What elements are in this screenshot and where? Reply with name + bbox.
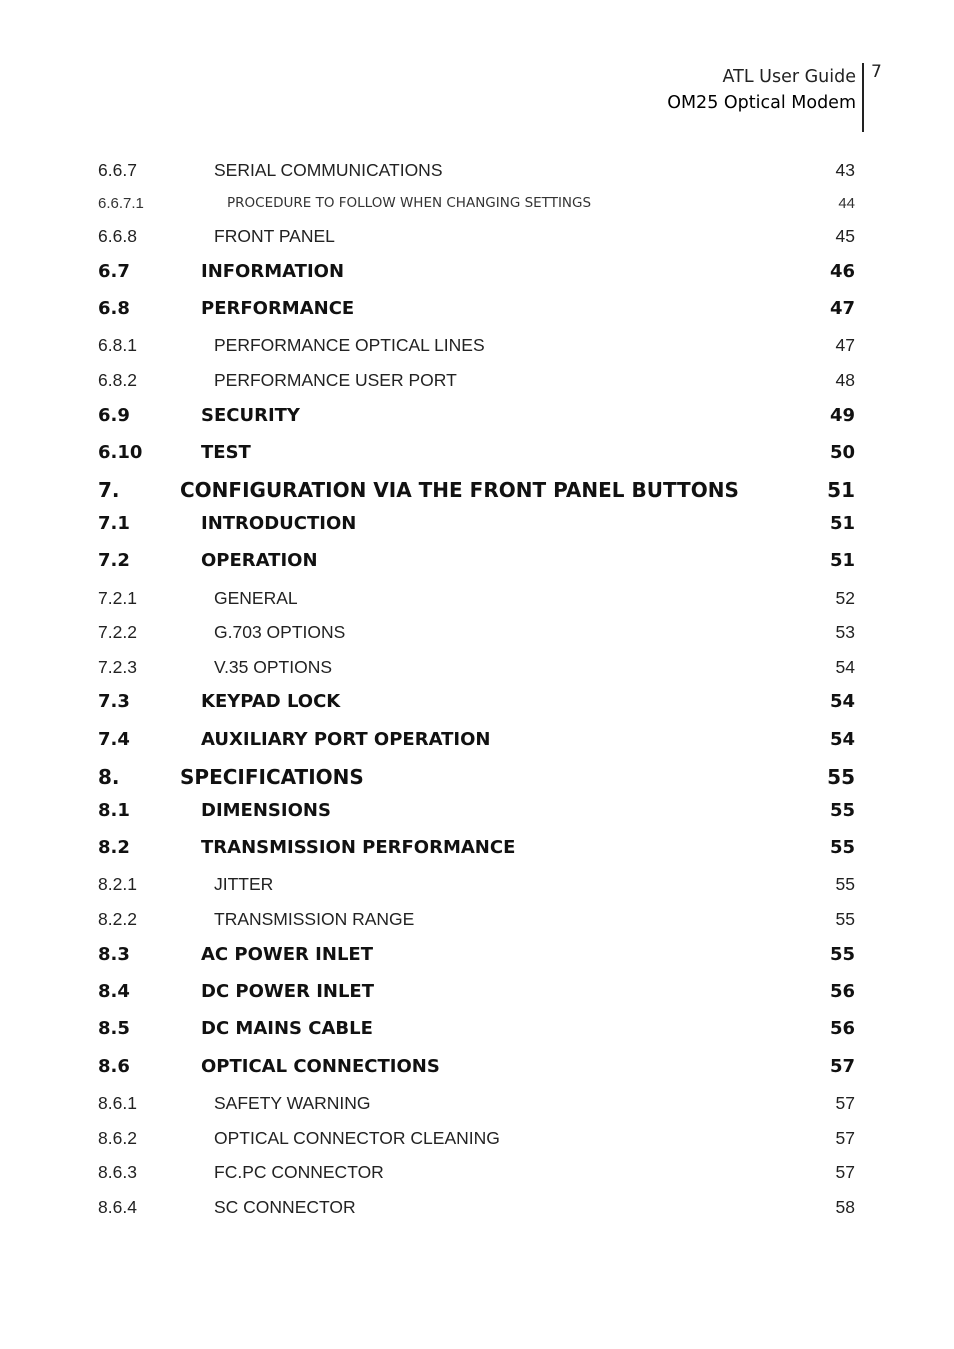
page-number: 7 bbox=[871, 62, 882, 82]
toc-entry-page: 43 bbox=[835, 160, 855, 180]
toc-entry-page: 55 bbox=[829, 944, 855, 965]
toc-entry-title: GENERAL bbox=[214, 588, 298, 608]
toc-entry-title: CONFIGURATION VIA THE FRONT PANEL BUTTONS bbox=[180, 478, 739, 502]
toc-entry-page: 46 bbox=[829, 261, 855, 282]
toc-entry-page: 55 bbox=[829, 800, 855, 821]
toc-entry-number: 8. bbox=[98, 765, 120, 789]
toc-entry-number: 8.2 bbox=[98, 837, 130, 858]
toc-entry-number: 7.1 bbox=[98, 513, 130, 534]
toc-entry-title: JITTER bbox=[214, 874, 274, 894]
toc-entry-number: 8.2.1 bbox=[98, 874, 137, 894]
toc-entry-page: 55 bbox=[835, 909, 855, 929]
toc-entry-number: 6.8 bbox=[98, 298, 130, 319]
toc-entry-number: 7.2 bbox=[98, 550, 130, 571]
header-divider bbox=[862, 63, 864, 132]
toc-entry-page: 47 bbox=[835, 335, 855, 355]
toc-entry-title: INTRODUCTION bbox=[201, 513, 357, 534]
toc-entry-number: 6.6.7 bbox=[98, 160, 137, 180]
toc-entry-page: 50 bbox=[829, 442, 855, 463]
toc-entry-page: 58 bbox=[835, 1197, 855, 1217]
toc-entry-title: TEST bbox=[201, 442, 251, 463]
toc-entry-page: 48 bbox=[835, 370, 855, 390]
toc-entry-page: 44 bbox=[838, 195, 855, 212]
toc-entry-title: KEYPAD LOCK bbox=[201, 691, 341, 712]
toc-entry-page: 47 bbox=[829, 298, 855, 319]
toc-entry-title: SERIAL COMMUNICATIONS bbox=[214, 160, 443, 180]
toc-entry-number: 8.6.3 bbox=[98, 1162, 137, 1182]
toc-entry-number: 8.6.1 bbox=[98, 1093, 137, 1113]
toc-entry-title: DIMENSIONS bbox=[201, 800, 331, 821]
toc-entry-title: DC POWER INLET bbox=[201, 981, 374, 1002]
toc-entry-page: 57 bbox=[829, 1056, 855, 1077]
toc-entry-number: 6.10 bbox=[98, 442, 143, 463]
toc-entry-number: 7.2.3 bbox=[98, 657, 137, 677]
toc-entry-page: 57 bbox=[835, 1093, 855, 1113]
toc-entry-title: PERFORMANCE bbox=[201, 298, 355, 319]
toc-entry-number: 6.6.8 bbox=[98, 226, 137, 246]
toc-entry-number: 8.6 bbox=[98, 1056, 130, 1077]
toc-entry-page: 57 bbox=[835, 1128, 855, 1148]
toc-entry-page: 56 bbox=[829, 1018, 855, 1039]
toc-entry-title: INFORMATION bbox=[201, 261, 345, 282]
toc-entry-number: 8.4 bbox=[98, 981, 130, 1002]
toc-entry-number: 8.2.2 bbox=[98, 909, 137, 929]
toc-entry-title: OPTICAL CONNECTIONS bbox=[201, 1056, 440, 1077]
toc-entry-title: G.703 OPTIONS bbox=[214, 622, 346, 642]
toc-entry-page: 54 bbox=[829, 691, 855, 712]
toc-entry-page: 45 bbox=[835, 226, 855, 246]
toc-entry-title: PERFORMANCE USER PORT bbox=[214, 370, 457, 390]
toc-entry-number: 7.2.2 bbox=[98, 622, 137, 642]
toc-entry-title: SPECIFICATIONS bbox=[180, 765, 364, 789]
toc-entry-page: 51 bbox=[829, 513, 855, 534]
toc-entry-title: TRANSMISSION RANGE bbox=[214, 909, 415, 929]
toc-entry-title: OPERATION bbox=[201, 550, 318, 571]
toc-entry-number: 7.2.1 bbox=[98, 588, 137, 608]
toc-entry-page: 51 bbox=[827, 478, 855, 502]
toc-entry-number: 6.7 bbox=[98, 261, 130, 282]
toc-entry-title: TRANSMISSION PERFORMANCE bbox=[201, 837, 516, 858]
toc-entry-page: 54 bbox=[835, 657, 855, 677]
toc-entry-title: PROCEDURE TO FOLLOW WHEN CHANGING SETTINGS bbox=[227, 195, 592, 211]
toc-entry-title: PERFORMANCE OPTICAL LINES bbox=[214, 335, 485, 355]
toc-entry-number: 6.8.2 bbox=[98, 370, 137, 390]
toc-entry-title: AUXILIARY PORT OPERATION bbox=[201, 729, 491, 750]
toc-entry-title: SC CONNECTOR bbox=[214, 1197, 356, 1217]
toc-entry-page: 57 bbox=[835, 1162, 855, 1182]
header-product-title: OM25 Optical Modem bbox=[667, 93, 856, 113]
toc-entry-title: V.35 OPTIONS bbox=[214, 657, 333, 677]
toc-entry-number: 7.3 bbox=[98, 691, 130, 712]
toc-entry-number: 8.3 bbox=[98, 944, 130, 965]
toc-entry-number: 7. bbox=[98, 478, 120, 502]
toc-entry-title: AC POWER INLET bbox=[201, 944, 373, 965]
toc-entry-page: 55 bbox=[829, 837, 855, 858]
toc-entry-title: SAFETY WARNING bbox=[214, 1093, 371, 1113]
toc-entry-page: 55 bbox=[835, 874, 855, 894]
toc-entry-number: 6.6.7.1 bbox=[98, 195, 144, 212]
running-header bbox=[667, 64, 856, 116]
toc-entry-number: 6.8.1 bbox=[98, 335, 137, 355]
toc-entry-title: FC.PC CONNECTOR bbox=[214, 1162, 384, 1182]
toc-entry-page: 53 bbox=[835, 622, 855, 642]
toc-entry-number: 8.5 bbox=[98, 1018, 130, 1039]
toc-entry-title: DC MAINS CABLE bbox=[201, 1018, 373, 1039]
toc-entry-number: 8.1 bbox=[98, 800, 130, 821]
header-guide-title: ATL User Guide bbox=[722, 67, 856, 87]
toc-entry-page: 55 bbox=[827, 765, 855, 789]
toc-entry-title: SECURITY bbox=[201, 405, 300, 426]
toc-entry-page: 51 bbox=[829, 550, 855, 571]
toc-entry-page: 52 bbox=[835, 588, 855, 608]
toc-entry-title: FRONT PANEL bbox=[214, 226, 335, 246]
toc-entry-number: 8.6.4 bbox=[98, 1197, 137, 1217]
toc-entry-number: 6.9 bbox=[98, 405, 130, 426]
toc-entry-number: 8.6.2 bbox=[98, 1128, 137, 1148]
toc-entry-number: 7.4 bbox=[98, 729, 130, 750]
toc-entry-title: OPTICAL CONNECTOR CLEANING bbox=[214, 1128, 500, 1148]
toc-entry-page: 56 bbox=[829, 981, 855, 1002]
toc-entry-page: 49 bbox=[829, 405, 855, 426]
toc-entry-page: 54 bbox=[829, 729, 855, 750]
